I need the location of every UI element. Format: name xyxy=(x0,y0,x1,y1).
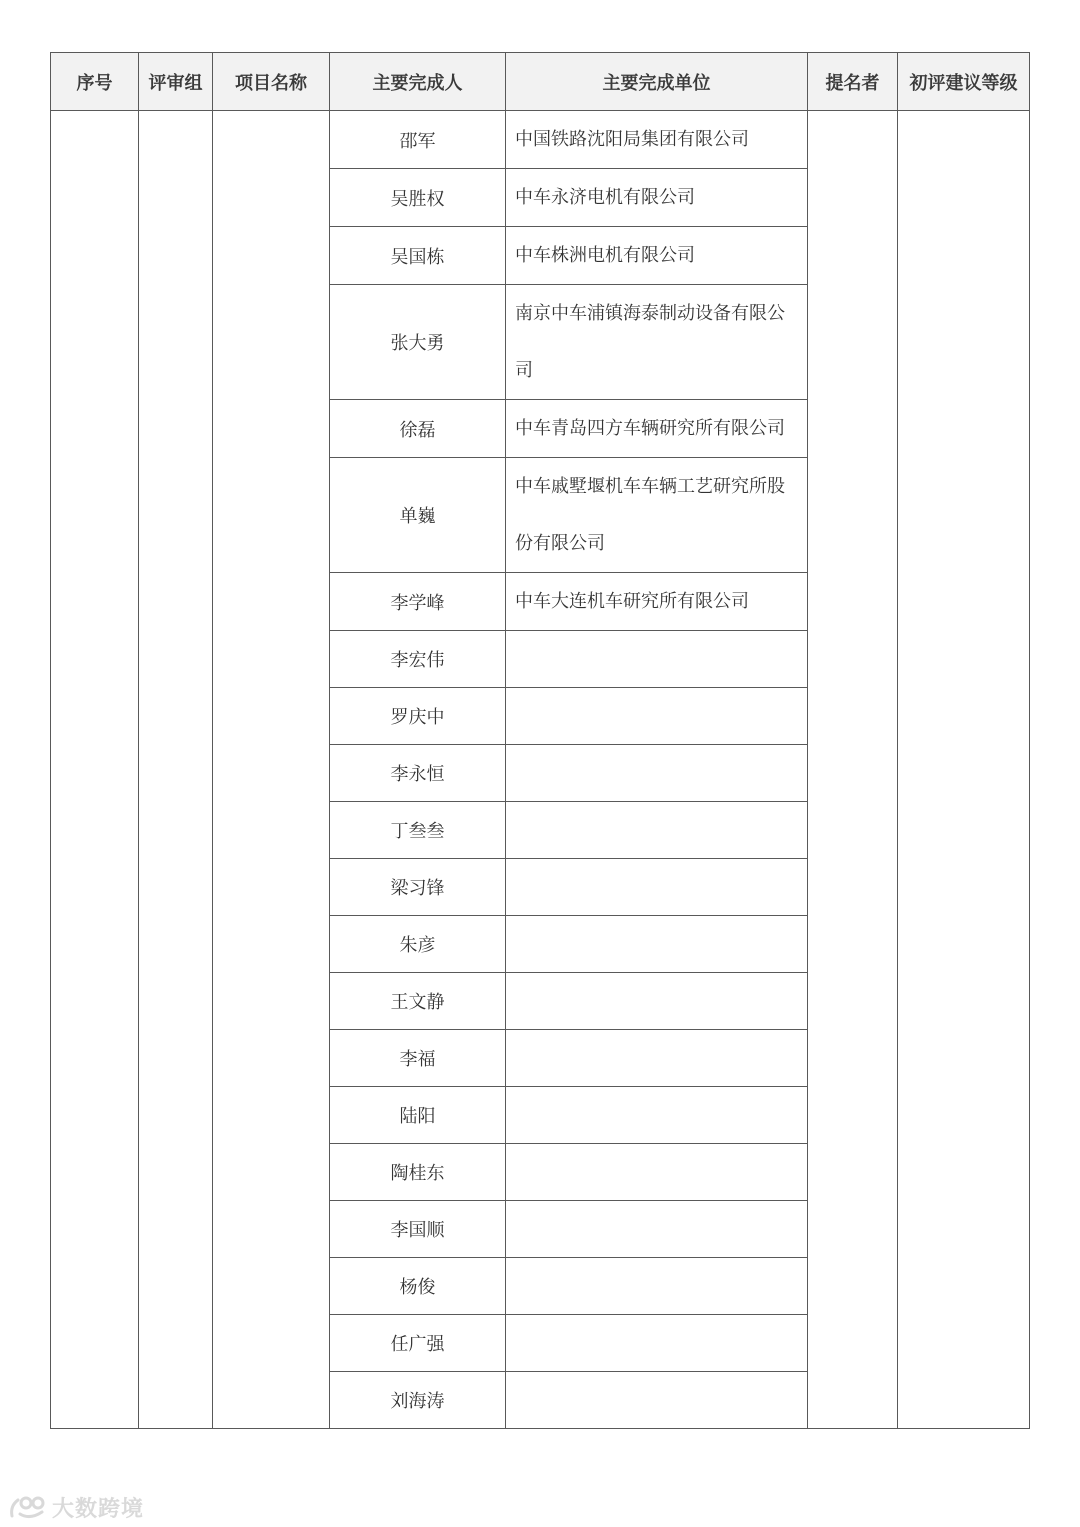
watermark xyxy=(8,1490,144,1524)
grade-cell xyxy=(898,111,1030,1429)
person-cell: 梁习锋 xyxy=(330,859,506,916)
unit-cell xyxy=(506,859,808,916)
unit-cell xyxy=(506,745,808,802)
person-cell: 李宏伟 xyxy=(330,631,506,688)
watermark-text: 大数跨境 xyxy=(52,1496,145,1522)
person-cell: 杨俊 xyxy=(330,1258,506,1315)
header-project: 项目名称 xyxy=(213,53,330,111)
person-cell: 吴胜权 xyxy=(330,169,506,227)
unit-cell xyxy=(506,1030,808,1087)
person-cell: 王文静 xyxy=(330,973,506,1030)
dashuju-logo-icon xyxy=(8,1494,48,1520)
person-cell: 任广强 xyxy=(330,1315,506,1372)
unit-cell: 中车株洲电机有限公司 xyxy=(506,227,808,285)
person-cell: 刘海涛 xyxy=(330,1372,506,1429)
awards-table xyxy=(50,52,1030,1429)
seq-cell xyxy=(51,111,139,1429)
person-cell: 陶桂东 xyxy=(330,1144,506,1201)
unit-cell xyxy=(506,1258,808,1315)
unit-cell xyxy=(506,802,808,859)
unit-cell xyxy=(506,973,808,1030)
person-cell: 罗庆中 xyxy=(330,688,506,745)
person-cell: 吴国栋 xyxy=(330,227,506,285)
unit-cell: 中车永济电机有限公司 xyxy=(506,169,808,227)
unit-cell xyxy=(506,1087,808,1144)
person-cell: 李福 xyxy=(330,1030,506,1087)
unit-cell xyxy=(506,1315,808,1372)
person-cell: 李学峰 xyxy=(330,573,506,631)
person-cell: 李国顺 xyxy=(330,1201,506,1258)
unit-cell: 中车青岛四方车辆研究所有限公司 xyxy=(506,400,808,458)
header-group: 评审组 xyxy=(139,53,213,111)
unit-cell xyxy=(506,916,808,973)
unit-cell xyxy=(506,631,808,688)
person-cell: 李永恒 xyxy=(330,745,506,802)
header-nominator: 提名者 xyxy=(808,53,898,111)
header-row xyxy=(51,53,1030,111)
unit-cell xyxy=(506,688,808,745)
unit-cell: 中车戚墅堰机车车辆工艺研究所股份有限公司 xyxy=(506,458,808,573)
header-unit: 主要完成单位 xyxy=(506,53,808,111)
unit-cell xyxy=(506,1372,808,1429)
unit-cell xyxy=(506,1144,808,1201)
person-cell: 邵军 xyxy=(330,111,506,169)
header-seq: 序号 xyxy=(51,53,139,111)
unit-cell xyxy=(506,1201,808,1258)
person-cell: 陆阳 xyxy=(330,1087,506,1144)
person-cell: 张大勇 xyxy=(330,285,506,400)
header-grade: 初评建议等级 xyxy=(898,53,1030,111)
person-cell: 徐磊 xyxy=(330,400,506,458)
table-row xyxy=(51,111,1030,169)
unit-cell: 中国铁路沈阳局集团有限公司 xyxy=(506,111,808,169)
person-cell: 单巍 xyxy=(330,458,506,573)
project-cell xyxy=(213,111,330,1429)
person-cell: 丁叁叁 xyxy=(330,802,506,859)
nominator-cell xyxy=(808,111,898,1429)
person-cell: 朱彦 xyxy=(330,916,506,973)
header-person: 主要完成人 xyxy=(330,53,506,111)
group-cell xyxy=(139,111,213,1429)
unit-cell: 中车大连机车研究所有限公司 xyxy=(506,573,808,631)
unit-cell: 南京中车浦镇海泰制动设备有限公司 xyxy=(506,285,808,400)
